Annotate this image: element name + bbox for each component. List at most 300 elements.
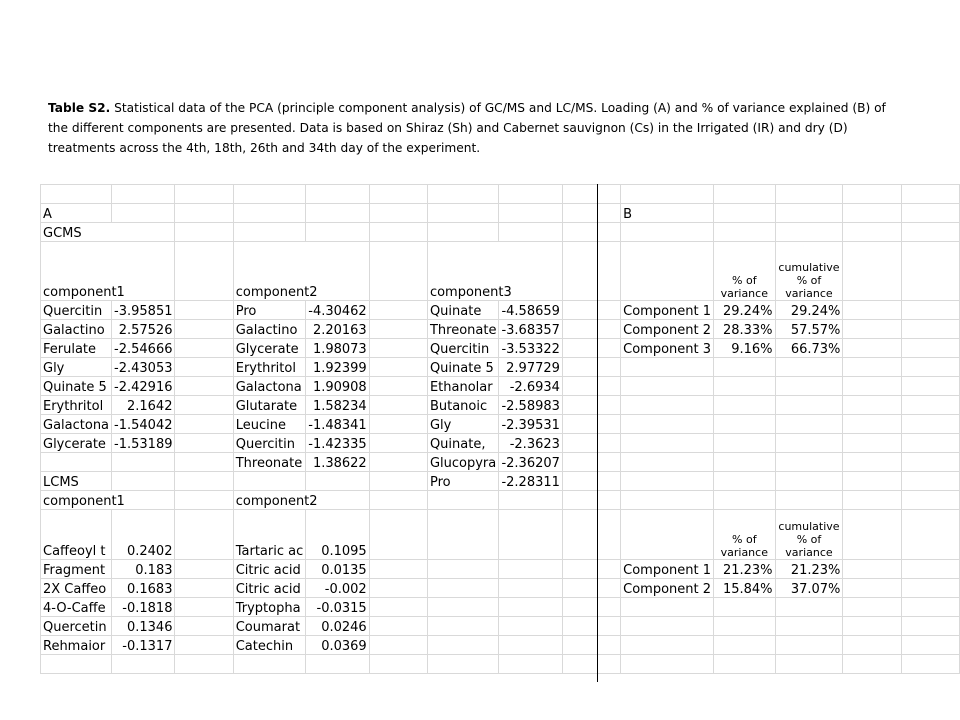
empty-cell <box>901 377 959 396</box>
empty-cell <box>499 510 562 560</box>
pct-variance-header: % of variance <box>714 242 776 301</box>
empty-cell <box>499 579 562 598</box>
loading-value: -2.42916 <box>112 377 175 396</box>
table-row <box>41 655 960 674</box>
empty-cell <box>621 223 714 242</box>
empty-cell <box>562 377 620 396</box>
compound-name: Threonate <box>427 320 499 339</box>
compound-name: Gly <box>41 358 112 377</box>
empty-cell <box>901 472 959 491</box>
loading-value: 2.57526 <box>112 320 175 339</box>
compound-name: Pro <box>233 301 306 320</box>
empty-cell <box>175 242 233 301</box>
cumulative-variance-header: cumulative % of variance <box>775 242 843 301</box>
loading-value: -3.68357 <box>499 320 562 339</box>
empty-cell <box>175 358 233 377</box>
empty-cell <box>843 185 901 204</box>
empty-cell <box>843 560 901 579</box>
empty-cell <box>499 491 562 510</box>
loading-value: -3.53322 <box>499 339 562 358</box>
table-row <box>41 242 960 301</box>
empty-cell <box>714 377 776 396</box>
compound-name: Fragment <box>41 560 112 579</box>
table-row <box>41 358 960 377</box>
empty-cell <box>562 434 620 453</box>
empty-cell <box>901 242 959 301</box>
empty-cell <box>369 396 427 415</box>
compound-name: Tartaric ac <box>233 510 306 560</box>
table-row <box>41 185 960 204</box>
table-row <box>41 491 960 510</box>
loading-value: -4.30462 <box>306 301 369 320</box>
empty-cell <box>621 617 714 636</box>
empty-cell <box>714 636 776 655</box>
pct-variance-value: 29.24% <box>714 301 776 320</box>
empty-cell <box>843 472 901 491</box>
empty-cell <box>112 655 175 674</box>
compound-name: Tryptopha <box>233 598 306 617</box>
empty-cell <box>175 636 233 655</box>
empty-cell <box>621 358 714 377</box>
empty-cell <box>427 204 499 223</box>
compound-name: Erythritol <box>233 358 306 377</box>
empty-cell <box>175 579 233 598</box>
loading-value: -2.54666 <box>112 339 175 358</box>
table-row <box>41 472 960 491</box>
compound-name: Quercetin <box>41 617 112 636</box>
table-row <box>41 415 960 434</box>
empty-cell <box>369 655 427 674</box>
empty-cell <box>233 185 306 204</box>
empty-cell <box>901 617 959 636</box>
empty-cell <box>112 185 175 204</box>
empty-cell <box>562 491 620 510</box>
compound-name: Threonate <box>233 453 306 472</box>
empty-cell <box>499 617 562 636</box>
cumulative-variance-value: 29.24% <box>775 301 843 320</box>
empty-cell <box>427 560 499 579</box>
empty-cell <box>427 598 499 617</box>
variance-component-name: Component 2 <box>621 579 714 598</box>
section-a-label: A <box>41 204 112 223</box>
empty-cell <box>175 617 233 636</box>
variance-component-name: Component 1 <box>621 301 714 320</box>
compound-name: Rehmaior <box>41 636 112 655</box>
empty-cell <box>175 491 233 510</box>
empty-cell <box>427 655 499 674</box>
compound-name: 2X Caffeo <box>41 579 112 598</box>
empty-cell <box>427 617 499 636</box>
table-row <box>41 377 960 396</box>
loading-value: -2.28311 <box>499 472 562 491</box>
compound-name: Ethanolar <box>427 377 499 396</box>
compound-name: Quinate 5 <box>41 377 112 396</box>
table-row <box>41 560 960 579</box>
empty-cell <box>775 415 843 434</box>
empty-cell <box>41 655 112 674</box>
empty-cell <box>901 339 959 358</box>
section-divider-line <box>597 184 598 682</box>
empty-cell <box>843 655 901 674</box>
empty-cell <box>714 185 776 204</box>
compound-name <box>41 453 112 472</box>
gcms-component3-header: component3 <box>427 242 562 301</box>
empty-cell <box>499 636 562 655</box>
table-row <box>41 396 960 415</box>
empty-cell <box>562 415 620 434</box>
loading-value: 0.1346 <box>112 617 175 636</box>
compound-name: Caffeoyl t <box>41 510 112 560</box>
loading-value: 0.0369 <box>306 636 369 655</box>
empty-cell <box>714 223 776 242</box>
empty-cell <box>843 320 901 339</box>
compound-name: Catechin <box>233 636 306 655</box>
empty-cell <box>175 453 233 472</box>
empty-cell <box>714 472 776 491</box>
compound-name: Citric acid <box>233 579 306 598</box>
loading-value: -2.43053 <box>112 358 175 377</box>
empty-cell <box>499 223 562 242</box>
loading-value: 1.58234 <box>306 396 369 415</box>
empty-cell <box>369 358 427 377</box>
empty-cell <box>901 491 959 510</box>
compound-name: Galactino <box>41 320 112 339</box>
compound-name: Citric acid <box>233 560 306 579</box>
empty-cell <box>369 434 427 453</box>
compound-name: Quercitin <box>233 434 306 453</box>
compound-name <box>233 472 306 491</box>
empty-cell <box>901 320 959 339</box>
empty-cell <box>562 242 620 301</box>
empty-cell <box>499 204 562 223</box>
loading-value: 2.97729 <box>499 358 562 377</box>
cumulative-variance-value: 66.73% <box>775 339 843 358</box>
empty-cell <box>621 396 714 415</box>
loading-value: 0.1095 <box>306 510 369 560</box>
empty-cell <box>306 185 369 204</box>
table-row <box>41 204 960 223</box>
empty-cell <box>843 301 901 320</box>
empty-cell <box>621 434 714 453</box>
gcms-label: GCMS <box>41 223 175 242</box>
loading-value: -2.58983 <box>499 396 562 415</box>
loading-value: -2.6934 <box>499 377 562 396</box>
empty-cell <box>369 560 427 579</box>
empty-cell <box>175 510 233 560</box>
empty-cell <box>843 223 901 242</box>
empty-cell <box>369 185 427 204</box>
empty-cell <box>175 434 233 453</box>
empty-cell <box>843 434 901 453</box>
empty-cell <box>369 472 427 491</box>
variance-component-name: Component 1 <box>621 560 714 579</box>
empty-cell <box>843 396 901 415</box>
gcms-component1-header: component1 <box>41 242 175 301</box>
table-row <box>41 617 960 636</box>
empty-cell <box>369 415 427 434</box>
empty-cell <box>714 598 776 617</box>
loading-value: -1.48341 <box>306 415 369 434</box>
empty-cell <box>775 598 843 617</box>
empty-cell <box>901 453 959 472</box>
empty-cell <box>499 185 562 204</box>
empty-cell <box>175 598 233 617</box>
empty-cell <box>499 598 562 617</box>
compound-name: Coumarat <box>233 617 306 636</box>
empty-cell <box>714 655 776 674</box>
empty-cell <box>306 655 369 674</box>
empty-cell <box>775 377 843 396</box>
empty-cell <box>901 636 959 655</box>
empty-cell <box>843 510 901 560</box>
empty-cell <box>843 204 901 223</box>
pct-variance-value: 9.16% <box>714 339 776 358</box>
loading-value: 1.38622 <box>306 453 369 472</box>
empty-cell <box>369 617 427 636</box>
empty-cell <box>175 472 233 491</box>
cumulative-variance-header: cumulative % of variance <box>775 510 843 560</box>
loading-value: -0.1317 <box>112 636 175 655</box>
empty-cell <box>369 453 427 472</box>
pct-variance-value: 15.84% <box>714 579 776 598</box>
empty-cell <box>562 636 620 655</box>
empty-cell <box>499 655 562 674</box>
loading-value: -1.42335 <box>306 434 369 453</box>
loading-value: 0.2402 <box>112 510 175 560</box>
table-row <box>41 320 960 339</box>
empty-cell <box>175 560 233 579</box>
caption-label: Table S2. <box>48 101 111 115</box>
empty-cell <box>843 242 901 301</box>
empty-cell <box>175 223 233 242</box>
compound-name: Glycerate <box>233 339 306 358</box>
loading-value: -3.95851 <box>112 301 175 320</box>
pct-variance-header: % of variance <box>714 510 776 560</box>
empty-cell <box>901 185 959 204</box>
empty-cell <box>562 510 620 560</box>
empty-cell <box>562 396 620 415</box>
pct-variance-value: 28.33% <box>714 320 776 339</box>
empty-cell <box>562 358 620 377</box>
empty-cell <box>369 636 427 655</box>
empty-cell <box>369 223 427 242</box>
loading-value: 2.20163 <box>306 320 369 339</box>
empty-cell <box>714 434 776 453</box>
compound-name: Ferulate <box>41 339 112 358</box>
cumulative-variance-value: 37.07% <box>775 579 843 598</box>
caption-text: Statistical data of the PCA (principle component analysis) of GC/MS and LC/MS. Loading (A) and % of variance explained (B) of the different components are presented. Data is based on Shiraz (Sh) and Cabernet sauvignon (Cs) in the Irrigated (IR) and dry (D) treatments across the 4th, 18th, 26th and 34th day of the experiment. <box>48 101 886 155</box>
loading-value: 2.1642 <box>112 396 175 415</box>
loading-value: -2.36207 <box>499 453 562 472</box>
empty-cell <box>562 617 620 636</box>
empty-cell <box>175 339 233 358</box>
empty-cell <box>427 510 499 560</box>
empty-cell <box>775 434 843 453</box>
compound-name: Glucopyra <box>427 453 499 472</box>
empty-cell <box>714 204 776 223</box>
empty-cell <box>621 242 714 301</box>
compound-name: Glutarate <box>233 396 306 415</box>
empty-cell <box>175 415 233 434</box>
empty-cell <box>901 301 959 320</box>
empty-cell <box>714 415 776 434</box>
empty-cell <box>562 301 620 320</box>
empty-cell <box>901 579 959 598</box>
compound-name: Galactino <box>233 320 306 339</box>
empty-cell <box>499 560 562 579</box>
compound-name: Quinate, <box>427 434 499 453</box>
loading-value: 0.0246 <box>306 617 369 636</box>
empty-cell <box>369 491 427 510</box>
empty-cell <box>175 655 233 674</box>
compound-name: 4-O-Caffe <box>41 598 112 617</box>
empty-cell <box>112 204 175 223</box>
empty-cell <box>562 204 620 223</box>
empty-cell <box>306 223 369 242</box>
empty-cell <box>562 472 620 491</box>
empty-cell <box>369 579 427 598</box>
table-row <box>41 636 960 655</box>
empty-cell <box>562 579 620 598</box>
empty-cell <box>775 472 843 491</box>
spreadsheet-body <box>41 185 960 674</box>
section-b-label: B <box>621 204 714 223</box>
loading-value <box>112 472 175 491</box>
compound-name: Quercitin <box>41 301 112 320</box>
table-row <box>41 301 960 320</box>
empty-cell <box>714 617 776 636</box>
empty-cell <box>562 453 620 472</box>
empty-cell <box>901 415 959 434</box>
empty-cell <box>901 598 959 617</box>
empty-cell <box>562 598 620 617</box>
empty-cell <box>775 491 843 510</box>
cumulative-variance-value: 57.57% <box>775 320 843 339</box>
compound-name: Quinate <box>427 301 499 320</box>
empty-cell <box>714 453 776 472</box>
empty-cell <box>369 510 427 560</box>
variance-component-name: Component 2 <box>621 320 714 339</box>
empty-cell <box>901 434 959 453</box>
empty-cell <box>714 491 776 510</box>
loading-value: -1.53189 <box>112 434 175 453</box>
empty-cell <box>621 415 714 434</box>
loading-value: -0.002 <box>306 579 369 598</box>
compound-name: Galactona <box>233 377 306 396</box>
empty-cell <box>562 185 620 204</box>
empty-cell <box>175 185 233 204</box>
empty-cell <box>843 358 901 377</box>
compound-name: Pro <box>427 472 499 491</box>
empty-cell <box>714 358 776 377</box>
table-row <box>41 579 960 598</box>
empty-cell <box>775 617 843 636</box>
empty-cell <box>175 320 233 339</box>
empty-cell <box>427 223 499 242</box>
empty-cell <box>175 396 233 415</box>
compound-name: Quinate 5 <box>427 358 499 377</box>
loading-value: 1.92399 <box>306 358 369 377</box>
empty-cell <box>901 223 959 242</box>
empty-cell <box>621 377 714 396</box>
empty-cell <box>369 377 427 396</box>
lcms-label: LCMS <box>41 472 112 491</box>
empty-cell <box>714 396 776 415</box>
empty-cell <box>369 598 427 617</box>
empty-cell <box>843 579 901 598</box>
empty-cell <box>562 655 620 674</box>
empty-cell <box>427 491 499 510</box>
empty-cell <box>843 617 901 636</box>
empty-cell <box>843 339 901 358</box>
empty-cell <box>621 472 714 491</box>
empty-cell <box>901 655 959 674</box>
empty-cell <box>621 598 714 617</box>
cumulative-variance-value: 21.23% <box>775 560 843 579</box>
pct-variance-value: 21.23% <box>714 560 776 579</box>
compound-name: Galactona <box>41 415 112 434</box>
loading-value: 0.183 <box>112 560 175 579</box>
empty-cell <box>843 491 901 510</box>
empty-cell <box>233 204 306 223</box>
empty-cell <box>775 636 843 655</box>
loading-value: -1.54042 <box>112 415 175 434</box>
empty-cell <box>621 510 714 560</box>
loading-value <box>306 472 369 491</box>
loading-value: -4.58659 <box>499 301 562 320</box>
loading-value: -0.0315 <box>306 598 369 617</box>
empty-cell <box>562 339 620 358</box>
table-row <box>41 223 960 242</box>
loading-value: -0.1818 <box>112 598 175 617</box>
empty-cell <box>775 204 843 223</box>
empty-cell <box>901 510 959 560</box>
empty-cell <box>901 358 959 377</box>
empty-cell <box>175 377 233 396</box>
empty-cell <box>427 185 499 204</box>
empty-cell <box>775 223 843 242</box>
empty-cell <box>175 204 233 223</box>
empty-cell <box>775 185 843 204</box>
loading-value: -2.3623 <box>499 434 562 453</box>
lcms-component2-header: component2 <box>233 491 369 510</box>
table-row <box>41 510 960 560</box>
empty-cell <box>41 185 112 204</box>
loading-value <box>112 453 175 472</box>
empty-cell <box>843 453 901 472</box>
empty-cell <box>775 655 843 674</box>
empty-cell <box>562 320 620 339</box>
empty-cell <box>562 223 620 242</box>
empty-cell <box>621 636 714 655</box>
empty-cell <box>843 415 901 434</box>
empty-cell <box>621 453 714 472</box>
empty-cell <box>306 204 369 223</box>
empty-cell <box>775 396 843 415</box>
empty-cell <box>843 636 901 655</box>
empty-cell <box>233 655 306 674</box>
table-row <box>41 453 960 472</box>
empty-cell <box>233 223 306 242</box>
empty-cell <box>901 396 959 415</box>
compound-name: Erythritol <box>41 396 112 415</box>
compound-name: Gly <box>427 415 499 434</box>
empty-cell <box>775 358 843 377</box>
loading-value: 0.0135 <box>306 560 369 579</box>
table-caption <box>48 98 898 158</box>
empty-cell <box>369 242 427 301</box>
compound-name: Quercitin <box>427 339 499 358</box>
